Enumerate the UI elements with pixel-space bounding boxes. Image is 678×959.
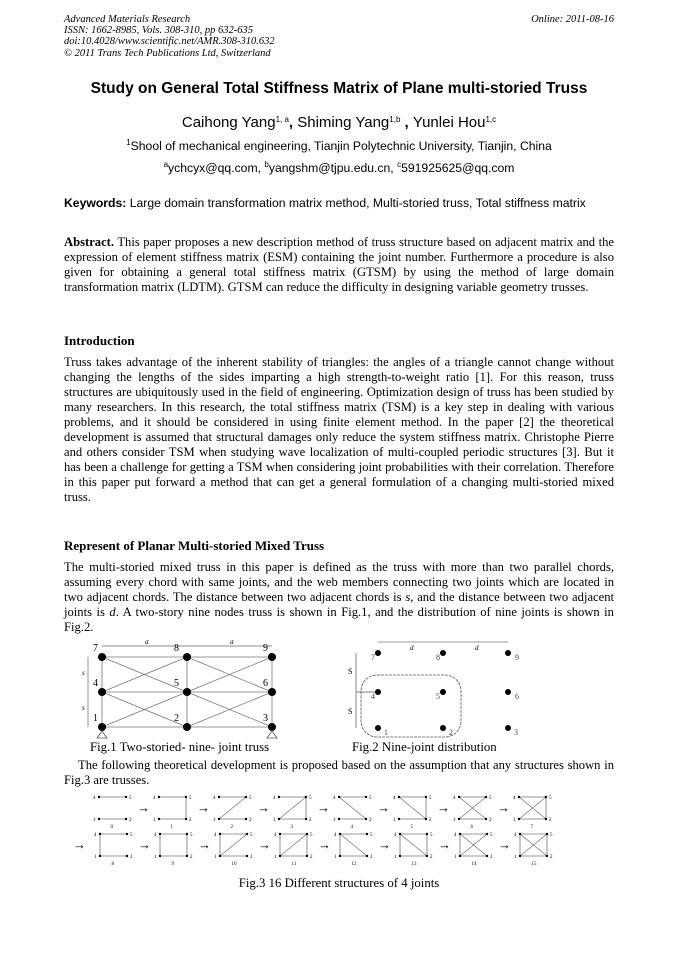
joint-label: 5 <box>174 678 179 689</box>
joint-node <box>219 833 221 835</box>
joint-node <box>159 833 161 835</box>
dimension-label: s <box>82 669 85 677</box>
structure-label: 6 <box>470 825 473 830</box>
joint-label: 5 <box>436 692 440 701</box>
joint-node <box>158 818 160 820</box>
joint-node <box>125 818 127 820</box>
joint-label: 2 <box>174 713 179 724</box>
joint-label: 2 <box>490 855 493 860</box>
structure-label: 2 <box>230 825 233 830</box>
truss-member <box>340 834 367 856</box>
joint-label: 2 <box>309 818 312 823</box>
arrow-icon: → <box>377 800 390 815</box>
joint-label: 7 <box>93 643 98 654</box>
fig1-caption: Fig.1 Two-storied- nine- joint truss <box>90 740 270 754</box>
arrow-icon: → <box>198 837 211 852</box>
joint-node <box>399 855 401 857</box>
joint-node <box>126 855 128 857</box>
joint-node <box>486 855 488 857</box>
joint-label: 2 <box>250 855 253 860</box>
joint-label: 1 <box>93 713 98 724</box>
paper-title: Study on General Total Stiffness Matrix of Plane multi-storied Truss <box>90 80 588 97</box>
joint-label: 2 <box>489 818 492 823</box>
var-s: s <box>405 590 411 604</box>
joint-node <box>219 855 221 857</box>
email[interactable]: yangshm@tjpu.edu.cn, <box>268 161 398 175</box>
joint-node <box>183 653 191 661</box>
joint-node <box>185 796 187 798</box>
joint-node <box>159 855 161 857</box>
keywords-text: Large domain transformation matrix method, Multi-storied truss, Total stiffness matrix <box>126 196 586 210</box>
joint-node <box>185 818 187 820</box>
joint-node <box>186 833 188 835</box>
email-sup: c <box>397 160 402 169</box>
fig1-fig2-drawings <box>0 640 678 740</box>
joint-label: 4 <box>154 833 157 838</box>
joint-node <box>279 833 281 835</box>
joint-node <box>246 833 248 835</box>
joint-node <box>518 818 520 820</box>
joint-label: 1 <box>274 855 277 860</box>
joint-label: 4 <box>273 796 276 801</box>
joint-node <box>365 796 367 798</box>
joint-node <box>366 833 368 835</box>
joint-node <box>365 818 367 820</box>
abstract-label: Abstract. <box>64 235 115 249</box>
joint-node <box>305 796 307 798</box>
joint-node <box>125 796 127 798</box>
joint-node <box>545 818 547 820</box>
issn: ISSN: 1662-8985, Vols. 308-310, pp 632-635 <box>64 25 253 37</box>
truss-member <box>219 797 246 819</box>
joint-node <box>458 818 460 820</box>
joint-node <box>218 818 220 820</box>
joint-label: 6 <box>515 692 519 701</box>
author-sup: 1,b <box>389 115 401 124</box>
author-name: Shiming Yang <box>297 114 390 131</box>
structure-label: 0 <box>110 825 113 830</box>
structure-label: 15 <box>531 862 537 867</box>
email-sup: b <box>264 160 269 169</box>
joint-node <box>98 818 100 820</box>
joint-node <box>440 725 446 731</box>
joint-node <box>126 833 128 835</box>
joint-node <box>505 689 511 695</box>
truss-member <box>220 834 247 856</box>
author-name: Yunlei Hou <box>412 114 486 131</box>
structure-label: 10 <box>231 862 237 867</box>
online-date: Online: 2011-08-16 <box>531 14 614 25</box>
joint-label: 2 <box>190 855 193 860</box>
joint-label: 2 <box>429 818 432 823</box>
joint-node <box>338 818 340 820</box>
dimension-label: d <box>230 640 234 646</box>
joint-label: 5 <box>189 796 192 801</box>
joint-node <box>426 855 428 857</box>
joint-node <box>98 688 106 696</box>
joint-node <box>366 855 368 857</box>
joint-label: 1 <box>153 818 156 823</box>
arrow-icon: → <box>73 837 86 852</box>
joint-label: 4 <box>453 796 456 801</box>
joint-label: 1 <box>384 728 388 737</box>
joint-node <box>158 796 160 798</box>
arrow-icon: → <box>318 837 331 852</box>
structure-label: 12 <box>351 862 357 867</box>
joint-label: 5 <box>429 796 432 801</box>
joint-node <box>218 796 220 798</box>
structure-label: 5 <box>410 825 413 830</box>
structure-label: 3 <box>290 825 293 830</box>
structure-label: 14 <box>471 862 477 867</box>
email[interactable]: ychcyx@qq.com, <box>168 161 265 175</box>
joint-label: 1 <box>394 855 397 860</box>
joint-node <box>268 688 276 696</box>
joint-label: 4 <box>514 833 517 838</box>
joint-node <box>519 855 521 857</box>
arrow-icon: → <box>497 800 510 815</box>
joint-label: 4 <box>394 833 397 838</box>
joint-node <box>245 796 247 798</box>
joint-label: 1 <box>93 818 96 823</box>
joint-label: 2 <box>189 818 192 823</box>
joint-label: 4 <box>334 833 337 838</box>
represent-heading: Represent of Planar Multi-storied Mixed Truss <box>64 538 325 553</box>
joint-node <box>338 796 340 798</box>
joint-node <box>425 818 427 820</box>
structure-label: 7 <box>530 825 533 830</box>
joint-label: 1 <box>333 818 336 823</box>
joint-node <box>278 796 280 798</box>
joint-label: 1 <box>273 818 276 823</box>
joint-label: 1 <box>154 855 157 860</box>
truss-member <box>399 797 426 819</box>
joint-label: 4 <box>94 833 97 838</box>
fig3-caption: Fig.3 16 Different structures of 4 joints <box>238 876 440 890</box>
email[interactable]: 591925625@qq.com <box>401 161 515 175</box>
joint-node <box>505 725 511 731</box>
affil-text: Shool of mechanical engineering, Tianjin Polytechnic University, Tianjin, China <box>130 139 552 153</box>
joint-label: 5 <box>489 796 492 801</box>
joint-label: 9 <box>515 653 519 662</box>
joint-label: 1 <box>514 855 517 860</box>
joint-node <box>485 796 487 798</box>
joint-label: 4 <box>454 833 457 838</box>
joint-label: 2 <box>430 855 433 860</box>
dimension-label: d <box>475 644 479 652</box>
affiliation <box>0 139 678 153</box>
truss-member <box>339 797 366 819</box>
joint-node <box>375 650 381 656</box>
joint-label: 5 <box>370 833 373 838</box>
structure-label: 13 <box>411 862 417 867</box>
joint-label: 8 <box>174 643 179 654</box>
joint-label: 2 <box>129 818 132 823</box>
joint-label: 4 <box>333 796 336 801</box>
structure-label: 1 <box>170 825 173 830</box>
joint-node <box>375 725 381 731</box>
structure-label: 11 <box>291 862 297 867</box>
joint-node <box>183 723 191 731</box>
joint-node <box>440 650 446 656</box>
joint-label: 5 <box>249 796 252 801</box>
represent-text <box>64 560 614 635</box>
text: The multi-storied mixed truss in this paper is defined as the truss with more than two parallel chords, assuming every chord with same joints, and the web members connecting two joints which are located in two adjacent chords. The distance between two adjacent chords is <box>64 560 614 604</box>
joint-node <box>545 796 547 798</box>
joint-label: 9 <box>263 643 268 654</box>
authors: Caihong Yang$^{1, a}$, Shiming Yang$^{1,b}$ , Yunlei Hou$^{1,c}$ <box>181 114 497 131</box>
following-text: The following theoretical development is proposed based on the assumption that any structures shown in Fig.3 are trusses. <box>64 758 614 787</box>
author-name: Caihong Yang <box>181 114 276 131</box>
journal-name: Advanced Materials Research <box>64 14 191 25</box>
author-sup: 1, a <box>275 115 289 124</box>
joint-node <box>459 833 461 835</box>
arrow-icon: → <box>137 800 150 815</box>
joint-label: 1 <box>453 818 456 823</box>
abstract-text: This paper proposes a new description method of truss structure based on adjacent matrix and the expression of element stiffness matrix (ESM) containing the joint number. Furthermore a procedure is also given for obtaining a general total stiffness matrix (GTSM) by using the method of large domain transformation matrix (LDTM). GTSM can reduce the difficulty in designing variable geometry trusses. <box>64 235 614 294</box>
joint-label: 5 <box>250 833 253 838</box>
joint-node <box>339 855 341 857</box>
joint-node <box>398 796 400 798</box>
abstract <box>64 235 614 295</box>
joint-node <box>339 833 341 835</box>
joint-label: 1 <box>334 855 337 860</box>
joint-label: 5 <box>549 796 552 801</box>
arrow-icon: → <box>257 800 270 815</box>
structure-label: 4 <box>350 825 353 830</box>
dimension-label: s <box>82 704 85 712</box>
dimension-label: S <box>348 707 353 716</box>
joint-label: 2 <box>369 818 372 823</box>
arrow-icon: → <box>437 800 450 815</box>
dimension-label: S <box>348 667 353 676</box>
arrow-icon: → <box>138 837 151 852</box>
joint-node <box>425 796 427 798</box>
joint-label: 4 <box>214 833 217 838</box>
joint-label: 4 <box>153 796 156 801</box>
doi: doi:10.4028/www.scientific.net/AMR.308-310.632 <box>64 36 275 48</box>
joint-label: 1 <box>94 855 97 860</box>
dimension-label: d <box>410 644 414 652</box>
joint-node <box>98 653 106 661</box>
joint-node <box>99 855 101 857</box>
joint-node <box>268 653 276 661</box>
joint-label: 5 <box>309 796 312 801</box>
structure-label: 9 <box>171 862 174 867</box>
joint-label: 3 <box>514 728 518 737</box>
joint-node <box>98 796 100 798</box>
introduction-text: Truss takes advantage of the inherent stability of triangles: the angles of a triangle cannot change without changing the lengths of the sides imparting a high strength-to-weight ratio [1]. For this reason, truss structures are ubiquitously used in the field of engineering. Optimization design of truss has been studied by many researchers. In this research, the total stiffness matrix (TSM) is a key step in dealing with various problems, and it should be considered in using finite element method. In the paper [2] the theoretical development is assumed that structural damages only reduce the system stiffness matrix. Christophe Pierre and others consider TSM when studying wave localization of multi-coupled periodic structures [3]. But it has been a challenge for getting a TSM when considering joint probabilities with their correlation. Therefore in this paper put forward a method that can get a general formulation of a changing multi-storied mixed truss. <box>64 355 614 504</box>
support-icon <box>97 731 107 738</box>
joint-label: 2 <box>370 855 373 860</box>
joint-label: 2 <box>310 855 313 860</box>
truss-member <box>280 834 307 856</box>
joint-label: 2 <box>549 818 552 823</box>
joint-label: 1 <box>393 818 396 823</box>
joint-node <box>99 833 101 835</box>
support-icon <box>267 731 277 738</box>
joint-node <box>546 833 548 835</box>
joint-label: 5 <box>490 833 493 838</box>
text: . A two-story nine nodes truss is shown in Fig.1, and the distribution of nine joints is shown in Fig.2. <box>64 605 614 634</box>
joint-node <box>440 689 446 695</box>
truss-member <box>279 797 306 819</box>
joint-node <box>505 650 511 656</box>
joint-node <box>486 833 488 835</box>
fig2-caption: Fig.2 Nine-joint distribution <box>352 740 497 754</box>
joint-node <box>278 818 280 820</box>
joint-node <box>183 688 191 696</box>
emails <box>0 161 678 175</box>
joint-node <box>306 833 308 835</box>
joint-label: 5 <box>130 833 133 838</box>
joint-node <box>246 855 248 857</box>
keywords-label: Keywords: <box>64 196 127 210</box>
joint-label: 1 <box>213 818 216 823</box>
introduction-heading: Introduction <box>64 333 135 348</box>
keywords <box>64 196 624 210</box>
arrow-icon: → <box>317 800 330 815</box>
arrow-icon: → <box>197 800 210 815</box>
joint-node <box>426 833 428 835</box>
joint-node <box>518 796 520 798</box>
joint-label: 4 <box>371 692 375 701</box>
dimension-label: d <box>145 640 149 646</box>
journal-header <box>64 14 275 59</box>
affil-sup: 1 <box>126 138 131 147</box>
joint-label: 3 <box>263 713 268 724</box>
joint-node <box>519 833 521 835</box>
joint-label: 4 <box>393 796 396 801</box>
joint-node <box>268 723 276 731</box>
joint-label: 8 <box>436 653 440 662</box>
arrow-icon: → <box>498 837 511 852</box>
joint-label: 1 <box>454 855 457 860</box>
joint-node <box>305 818 307 820</box>
joint-label: 5 <box>369 796 372 801</box>
joint-label: 2 <box>130 855 133 860</box>
joint-node <box>186 855 188 857</box>
arrow-icon: → <box>438 837 451 852</box>
arrow-icon: → <box>378 837 391 852</box>
author-sup: 1,c <box>485 115 497 124</box>
joint-label: 5 <box>550 833 553 838</box>
joint-label: 4 <box>213 796 216 801</box>
joint-node <box>546 855 548 857</box>
joint-node <box>98 723 106 731</box>
joint-label: 7 <box>371 653 375 662</box>
joint-label: 5 <box>129 796 132 801</box>
joint-label: 4 <box>93 678 98 689</box>
structure-label: 8 <box>111 862 114 867</box>
joint-label: 4 <box>93 796 96 801</box>
joint-label: 2 <box>249 818 252 823</box>
copyright: © 2011 Trans Tech Publications Ltd, Switzerland <box>64 47 271 59</box>
fig3-drawing <box>0 790 678 874</box>
joint-label: 2 <box>449 728 453 737</box>
text: , and the distance between two adjacent joints is <box>64 590 615 619</box>
joint-node <box>399 833 401 835</box>
joint-node <box>245 818 247 820</box>
joint-label: 1 <box>214 855 217 860</box>
joint-node <box>306 855 308 857</box>
joint-node <box>459 855 461 857</box>
joint-label: 5 <box>310 833 313 838</box>
joint-label: 1 <box>513 818 516 823</box>
joint-label: 5 <box>430 833 433 838</box>
truss-member <box>400 834 427 856</box>
email-sup: a <box>163 160 169 169</box>
joint-label: 4 <box>513 796 516 801</box>
joint-label: 4 <box>274 833 277 838</box>
joint-node <box>485 818 487 820</box>
joint-label: 2 <box>550 855 553 860</box>
var-d: d <box>109 605 116 619</box>
joint-node <box>398 818 400 820</box>
joint-node <box>458 796 460 798</box>
joint-label: 6 <box>263 678 268 689</box>
joint-node <box>375 689 381 695</box>
arrow-icon: → <box>258 837 271 852</box>
joint-node <box>279 855 281 857</box>
joint-label: 5 <box>190 833 193 838</box>
